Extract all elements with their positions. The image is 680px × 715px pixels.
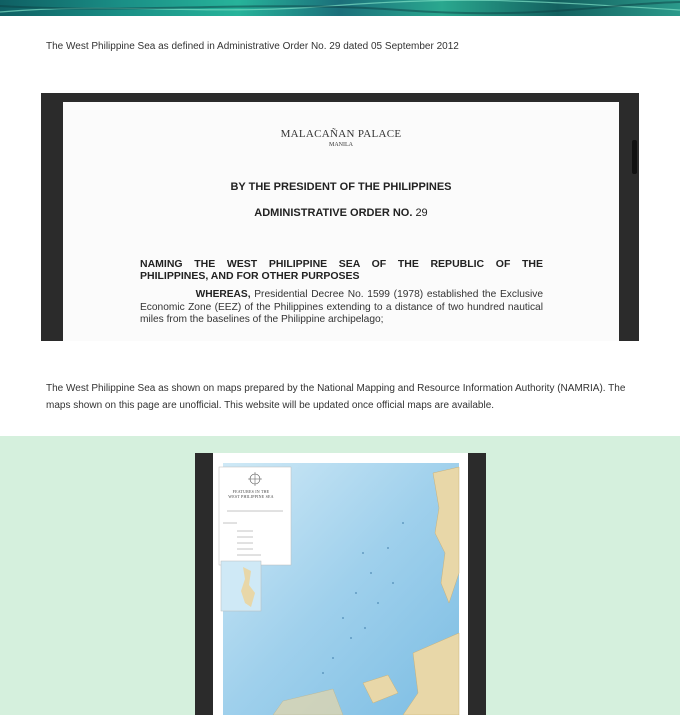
by-president-line: BY THE PRESIDENT OF THE PHILIPPINES bbox=[230, 181, 452, 193]
header-banner-image bbox=[0, 0, 680, 16]
whereas-text: Presidential Decree No. 1599 (1978) established the Exclusive Economic Zone (EEZ) of the Philippines extending to a distance of two hundred nautical miles from the baselines of the Philippine archipelago; bbox=[140, 289, 543, 325]
palace-heading: MALACAÑAN PALACE bbox=[280, 128, 402, 140]
order-caption: The West Philippine Sea as defined in Administrative Order No. 29 dated 05 September 2012 bbox=[46, 41, 459, 52]
map-title-line1: FEATURES IN THE bbox=[232, 489, 270, 494]
map-title-line2: WEST PHILIPPINE SEA bbox=[228, 494, 274, 499]
order-document-page bbox=[63, 102, 619, 341]
order-document-viewer[interactable] bbox=[41, 93, 639, 341]
order-title-line2: PHILIPPINES, AND FOR OTHER PURPOSES bbox=[140, 270, 360, 282]
document-scrollbar-thumb[interactable] bbox=[632, 140, 637, 174]
order-label: ADMINISTRATIVE ORDER NO. bbox=[254, 207, 413, 219]
map-page bbox=[213, 453, 468, 715]
whereas-label: WHEREAS, bbox=[195, 289, 251, 300]
order-number: 29 bbox=[415, 207, 428, 219]
map-title bbox=[221, 489, 281, 499]
maps-caption: The West Philippine Sea as shown on maps prepared by the National Mapping and Resource Information Authority (NAMRIA). The maps shown on this page are unofficial. This website will be updated once official maps are available. bbox=[46, 383, 626, 411]
order-title-line1: NAMING THE WEST PHILIPPINE SEA OF THE REPUBLIC OF THE bbox=[140, 258, 543, 270]
order-number-heading bbox=[63, 207, 619, 219]
city-heading: MANILA bbox=[329, 142, 353, 148]
whereas-paragraph bbox=[140, 289, 543, 327]
map-viewer[interactable] bbox=[195, 453, 486, 715]
